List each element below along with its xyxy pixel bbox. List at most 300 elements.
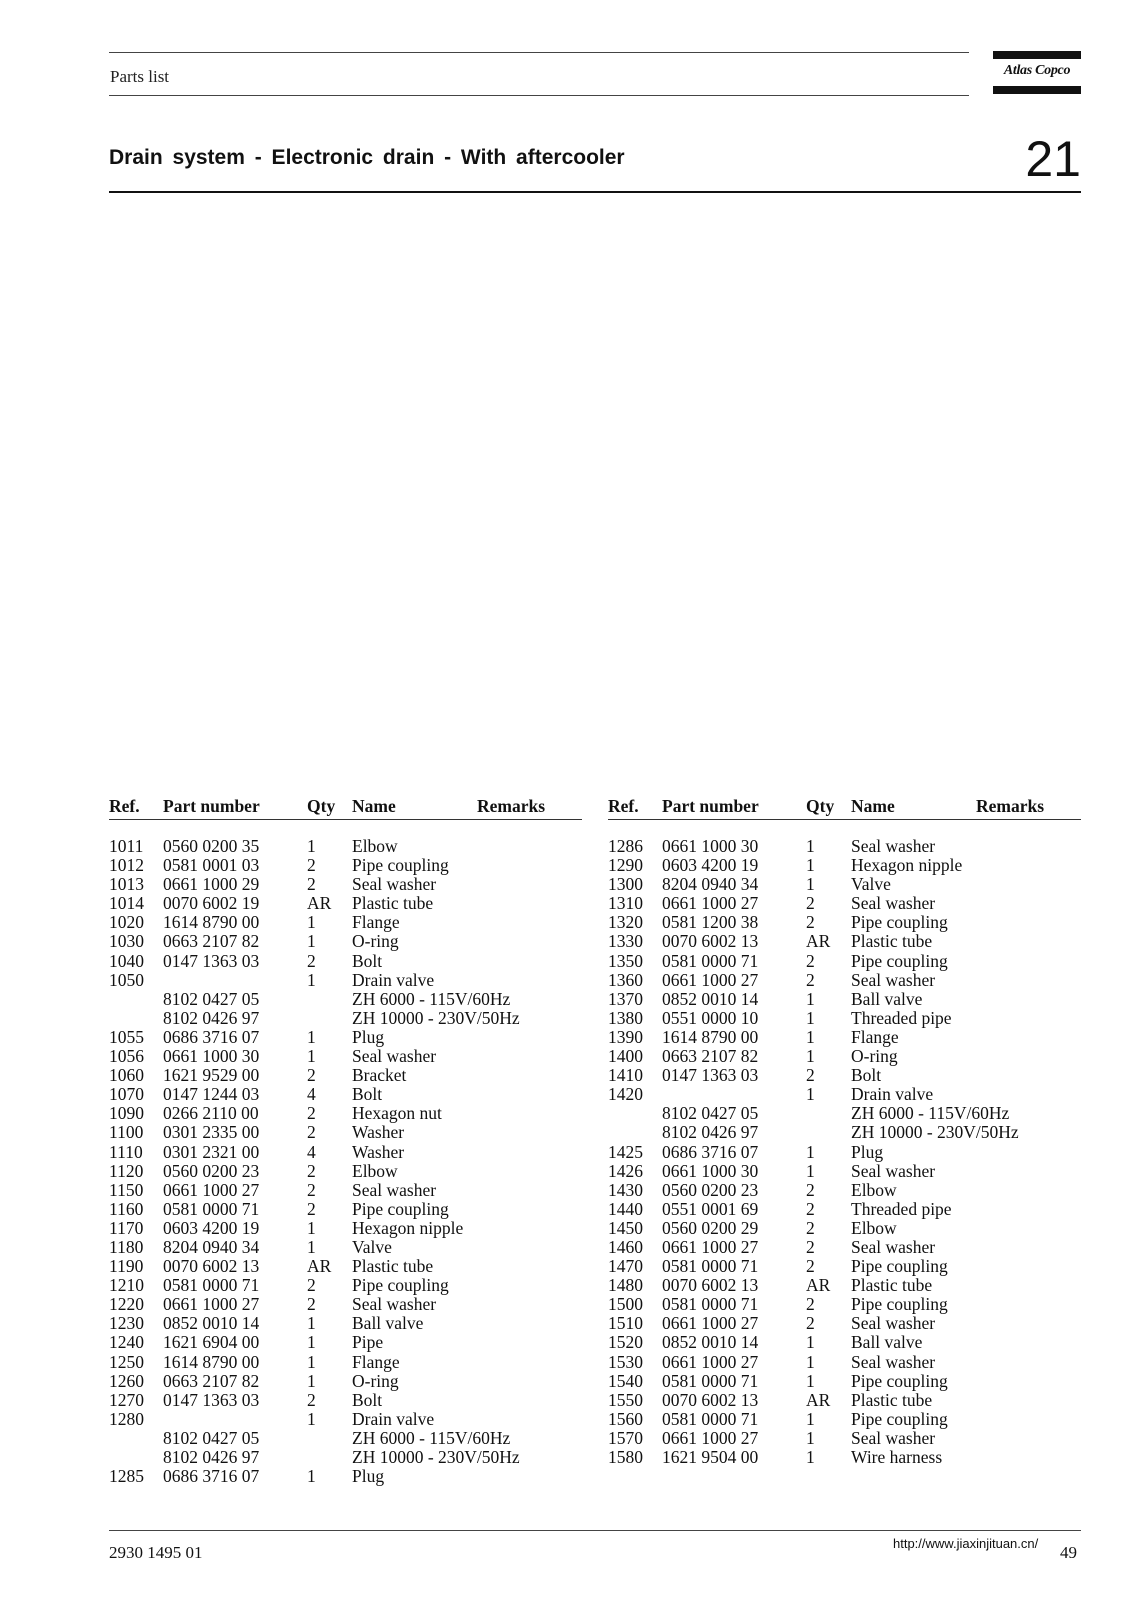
header-top-rule: [109, 52, 969, 53]
cell-name: Pipe coupling: [851, 1370, 948, 1391]
cell-qty: 2: [806, 1313, 815, 1334]
cell-name: Drain valve: [851, 1084, 934, 1105]
cell-name: Seal washer: [352, 1046, 437, 1067]
cell-part-number: 0560 0200 29: [662, 1217, 759, 1238]
cell-name: Pipe coupling: [851, 1256, 948, 1277]
cell-ref: 1012: [109, 855, 144, 876]
table-row: [109, 894, 582, 913]
cell-name: Flange: [851, 1026, 899, 1047]
cell-qty: 1: [806, 1084, 815, 1105]
cell-part-number: 8102 0427 05: [163, 988, 260, 1009]
cell-name: Plastic tube: [851, 1389, 933, 1410]
cell-qty: 1: [307, 1351, 316, 1372]
cell-qty: 2: [307, 855, 316, 876]
parts-table-left: [109, 796, 582, 1486]
page-number: 49: [1060, 1543, 1077, 1562]
cell-ref: 1150: [109, 1179, 144, 1200]
cell-part-number: 0603 4200 19: [163, 1217, 260, 1238]
cell-part-number: 0551 0000 10: [662, 1007, 759, 1028]
table-row: [109, 1143, 582, 1162]
cell-qty: 1: [806, 1427, 815, 1448]
cell-qty: 1: [806, 1408, 815, 1429]
cell-qty: 1: [806, 836, 815, 856]
cell-name: O-ring: [851, 1046, 898, 1067]
cell-part-number: 0070 6002 13: [662, 1389, 759, 1410]
cell-part-number: 0661 1000 27: [662, 1313, 759, 1334]
table-row: [109, 1257, 582, 1276]
cell-name: Plug: [352, 1026, 385, 1047]
table-row: [608, 952, 1081, 971]
cell-part-number: 0852 0010 14: [163, 1313, 260, 1334]
cell-name: Ball valve: [851, 1332, 923, 1353]
cell-ref: 1280: [109, 1408, 144, 1429]
table-row: [608, 1085, 1081, 1104]
cell-name: Seal washer: [851, 836, 936, 856]
cell-name: Plastic tube: [352, 893, 434, 914]
cell-qty: AR: [307, 893, 332, 914]
cell-qty: 2: [806, 1294, 815, 1315]
cell-part-number: 0661 1000 27: [662, 969, 759, 990]
table-row: [608, 837, 1081, 856]
cell-ref: 1420: [608, 1084, 643, 1105]
cell-name: Flange: [352, 1351, 400, 1372]
cell-ref: 1290: [608, 855, 643, 876]
cell-qty: 1: [806, 1370, 815, 1391]
cell-name: Seal washer: [851, 1427, 936, 1448]
cell-qty: 2: [806, 1179, 815, 1200]
table-header: [109, 796, 582, 820]
table-row: [109, 1314, 582, 1333]
cell-part-number: 0581 0000 71: [662, 1370, 759, 1391]
cell-ref: 1120: [109, 1160, 144, 1181]
cell-ref: 1260: [109, 1370, 144, 1391]
cell-name: Bolt: [851, 1065, 882, 1086]
table-row: [608, 856, 1081, 875]
cell-name: Bolt: [352, 950, 383, 971]
parts-table-right: [608, 796, 1081, 1467]
table-row: [109, 1429, 582, 1448]
table-row: [109, 932, 582, 951]
logo-wordmark: Atlas Copco: [1003, 63, 1071, 78]
cell-ref: 1180: [109, 1236, 144, 1257]
cell-qty: 1: [806, 874, 815, 895]
cell-ref: 1380: [608, 1007, 643, 1028]
cell-qty: 1: [806, 1046, 815, 1067]
cell-name: Pipe coupling: [851, 950, 948, 971]
cell-qty: 1: [806, 1160, 815, 1181]
cell-ref: 1210: [109, 1275, 144, 1296]
page-title: Drain system - Electronic drain - With aftercooler: [109, 146, 625, 169]
cell-ref: 1425: [608, 1141, 643, 1162]
cell-ref: 1450: [608, 1217, 643, 1238]
cell-ref: 1270: [109, 1389, 144, 1410]
cell-name: Threaded pipe: [851, 1007, 952, 1028]
cell-name: ZH 6000 - 115V/60Hz: [352, 1427, 511, 1448]
table-row: [608, 1372, 1081, 1391]
table-row: [109, 1448, 582, 1467]
cell-qty: 1: [307, 836, 316, 856]
cell-part-number: 0686 3716 07: [163, 1466, 260, 1487]
table-row: [608, 875, 1081, 894]
table-row: [608, 1047, 1081, 1066]
cell-ref: 1240: [109, 1332, 144, 1353]
cell-qty: 2: [806, 969, 815, 990]
cell-name: Plastic tube: [851, 1275, 933, 1296]
cell-name: Seal washer: [352, 1179, 437, 1200]
cell-part-number: 0686 3716 07: [662, 1141, 759, 1162]
cell-part-number: 0070 6002 19: [163, 893, 260, 914]
cell-qty: AR: [806, 1389, 831, 1410]
cell-part-number: 0581 0000 71: [163, 1275, 260, 1296]
cell-name: O-ring: [352, 1370, 399, 1391]
cell-name: Pipe coupling: [352, 1275, 449, 1296]
cell-part-number: 0852 0010 14: [662, 988, 759, 1009]
cell-ref: 1560: [608, 1408, 643, 1429]
cell-name: Seal washer: [851, 1351, 936, 1372]
cell-ref: 1520: [608, 1332, 643, 1353]
cell-part-number: 0661 1000 27: [662, 1351, 759, 1372]
cell-name: Washer: [352, 1141, 405, 1162]
cell-part-number: 8204 0940 34: [163, 1236, 260, 1257]
cell-part-number: 8102 0426 97: [163, 1447, 260, 1467]
table-row: [109, 1200, 582, 1219]
table-row: [608, 1181, 1081, 1200]
cell-ref: 1470: [608, 1256, 643, 1277]
cell-part-number: 0147 1363 03: [163, 1389, 260, 1410]
cell-part-number: 1614 8790 00: [163, 912, 260, 933]
cell-qty: AR: [806, 1275, 831, 1296]
cell-ref: 1090: [109, 1103, 144, 1124]
cell-ref: 1170: [109, 1217, 144, 1238]
cell-ref: 1310: [608, 893, 643, 914]
cell-name: O-ring: [352, 931, 399, 952]
cell-part-number: 0661 1000 27: [662, 1236, 759, 1257]
header-name: Name: [352, 796, 396, 816]
cell-qty: 2: [307, 1160, 316, 1181]
cell-part-number: 0661 1000 29: [163, 874, 260, 895]
header-part-number: Part number: [163, 796, 260, 816]
table-row: [109, 837, 582, 856]
cell-ref: 1410: [608, 1065, 643, 1086]
cell-ref: 1250: [109, 1351, 144, 1372]
cell-ref: 1230: [109, 1313, 144, 1334]
cell-name: Bolt: [352, 1389, 383, 1410]
table-row: [608, 1314, 1081, 1333]
table-row: [109, 856, 582, 875]
cell-ref: 1286: [608, 836, 643, 856]
cell-qty: 2: [307, 874, 316, 895]
cell-ref: 1100: [109, 1122, 144, 1143]
cell-ref: 1510: [608, 1313, 643, 1334]
cell-name: Flange: [352, 912, 400, 933]
cell-part-number: 0661 1000 27: [163, 1179, 260, 1200]
cell-part-number: 1621 9529 00: [163, 1065, 260, 1086]
header-qty: Qty: [806, 796, 835, 816]
cell-qty: 1: [307, 931, 316, 952]
cell-name: Pipe: [352, 1332, 384, 1353]
cell-name: Pipe coupling: [851, 912, 948, 933]
cell-part-number: 0661 1000 27: [662, 1427, 759, 1448]
cell-ref: 1020: [109, 912, 144, 933]
footer-rule: [109, 1530, 1081, 1531]
cell-qty: 1: [806, 988, 815, 1009]
cell-qty: 1: [307, 1313, 316, 1334]
header-ref: Ref.: [109, 796, 140, 816]
table-row: [109, 952, 582, 971]
cell-qty: 1: [806, 1447, 815, 1467]
table-row: [608, 913, 1081, 932]
cell-qty: 2: [307, 1198, 316, 1219]
cell-ref: 1160: [109, 1198, 144, 1219]
table-row: [608, 1200, 1081, 1219]
table-row: [608, 1009, 1081, 1028]
cell-name: ZH 10000 - 230V/50Hz: [851, 1122, 1019, 1143]
cell-ref: 1300: [608, 874, 643, 895]
cell-part-number: 0661 1000 30: [662, 1160, 759, 1181]
table-row: [608, 1391, 1081, 1410]
cell-ref: 1440: [608, 1198, 643, 1219]
cell-name: Plug: [352, 1466, 385, 1487]
cell-part-number: 8102 0426 97: [163, 1007, 260, 1028]
cell-name: Seal washer: [352, 874, 437, 895]
cell-name: Seal washer: [851, 893, 936, 914]
cell-part-number: 0070 6002 13: [662, 931, 759, 952]
header-part-number: Part number: [662, 796, 759, 816]
cell-part-number: 1621 9504 00: [662, 1447, 759, 1467]
cell-name: Seal washer: [352, 1294, 437, 1315]
cell-part-number: 0581 0000 71: [662, 1294, 759, 1315]
table-row: [608, 1143, 1081, 1162]
cell-ref: 1070: [109, 1084, 144, 1105]
cell-name: Seal washer: [851, 1313, 936, 1334]
cell-ref: 1430: [608, 1179, 643, 1200]
cell-name: Elbow: [851, 1179, 897, 1200]
cell-qty: 1: [307, 1332, 316, 1353]
cell-name: Seal washer: [851, 969, 936, 990]
cell-name: Valve: [851, 874, 891, 895]
cell-part-number: 0301 2321 00: [163, 1141, 260, 1162]
cell-name: ZH 6000 - 115V/60Hz: [851, 1103, 1010, 1124]
cell-ref: 1040: [109, 950, 144, 971]
cell-qty: 2: [806, 1236, 815, 1257]
cell-ref: 1500: [608, 1294, 643, 1315]
table-row: [109, 1009, 582, 1028]
brand-logo: [993, 51, 1081, 94]
table-row: [109, 971, 582, 990]
cell-name: Plastic tube: [851, 931, 933, 952]
cell-ref: 1110: [109, 1141, 143, 1162]
cell-qty: 4: [307, 1141, 316, 1162]
cell-qty: 2: [307, 1065, 316, 1086]
cell-part-number: 0266 2110 00: [163, 1103, 259, 1124]
cell-part-number: 0560 0200 23: [163, 1160, 260, 1181]
cell-ref: 1011: [109, 836, 144, 856]
table-row: [109, 1467, 582, 1486]
cell-ref: 1190: [109, 1256, 144, 1277]
cell-qty: 1: [307, 1466, 316, 1487]
table-row: [109, 1391, 582, 1410]
cell-part-number: 0663 2107 82: [662, 1046, 759, 1067]
cell-name: Bracket: [352, 1065, 407, 1086]
header-name: Name: [851, 796, 895, 816]
cell-part-number: 0852 0010 14: [662, 1332, 759, 1353]
cell-qty: 4: [307, 1084, 316, 1105]
footer-url: http://www.jiaxinjituan.cn/: [893, 1536, 1039, 1551]
cell-part-number: 0551 0001 69: [662, 1198, 759, 1219]
cell-ref: 1056: [109, 1046, 144, 1067]
cell-part-number: 0147 1363 03: [163, 950, 260, 971]
cell-ref: 1390: [608, 1026, 643, 1047]
logo-bar-bottom: [993, 86, 1081, 94]
header-remarks: Remarks: [477, 796, 546, 816]
cell-ref: 1400: [608, 1046, 643, 1067]
cell-ref: 1050: [109, 969, 144, 990]
cell-qty: 1: [806, 1026, 815, 1047]
cell-name: Wire harness: [851, 1447, 943, 1467]
cell-name: ZH 6000 - 115V/60Hz: [352, 988, 511, 1009]
cell-ref: 1014: [109, 893, 144, 914]
cell-ref: 1540: [608, 1370, 643, 1391]
cell-part-number: 0581 0000 71: [662, 1408, 759, 1429]
cell-ref: 1580: [608, 1447, 643, 1467]
table-row: [608, 1448, 1081, 1467]
cell-part-number: 1614 8790 00: [662, 1026, 759, 1047]
cell-ref: 1060: [109, 1065, 144, 1086]
cell-qty: 2: [307, 1122, 316, 1143]
cell-part-number: 0661 1000 30: [163, 1046, 260, 1067]
table-row: [608, 1410, 1081, 1429]
table-row: [109, 1162, 582, 1181]
table-row: [608, 990, 1081, 1009]
cell-part-number: 0301 2335 00: [163, 1122, 260, 1143]
table-row: [109, 1104, 582, 1123]
cell-qty: 2: [806, 1256, 815, 1277]
table-body: [109, 837, 582, 1486]
cell-qty: 1: [307, 969, 316, 990]
table-row: [608, 1295, 1081, 1314]
header-bottom-rule: [109, 95, 969, 96]
cell-name: Hexagon nut: [352, 1103, 442, 1124]
table-row: [608, 1238, 1081, 1257]
cell-qty: 2: [307, 1179, 316, 1200]
cell-qty: 1: [307, 1236, 316, 1257]
cell-ref: 1350: [608, 950, 643, 971]
table-row: [608, 894, 1081, 913]
title-rule: [109, 191, 1081, 193]
cell-qty: 1: [307, 1408, 316, 1429]
cell-name: Seal washer: [851, 1160, 936, 1181]
cell-ref: 1055: [109, 1026, 144, 1047]
cell-qty: 2: [307, 1103, 316, 1124]
cell-name: Seal washer: [851, 1236, 936, 1257]
cell-ref: 1480: [608, 1275, 643, 1296]
cell-name: Threaded pipe: [851, 1198, 952, 1219]
table-row: [608, 1104, 1081, 1123]
table-row: [608, 971, 1081, 990]
cell-part-number: 0147 1363 03: [662, 1065, 759, 1086]
cell-part-number: 0070 6002 13: [662, 1275, 759, 1296]
cell-name: Bolt: [352, 1084, 383, 1105]
cell-part-number: 0581 0000 71: [662, 950, 759, 971]
header-qty: Qty: [307, 796, 336, 816]
cell-ref: 1030: [109, 931, 144, 952]
cell-ref: 1550: [608, 1389, 643, 1410]
table-row: [109, 990, 582, 1009]
cell-name: Pipe coupling: [851, 1294, 948, 1315]
table-row: [608, 1276, 1081, 1295]
cell-ref: 1570: [608, 1427, 643, 1448]
cell-ref: 1220: [109, 1294, 144, 1315]
cell-qty: 1: [307, 1026, 316, 1047]
cell-qty: 2: [806, 1065, 815, 1086]
cell-name: ZH 10000 - 230V/50Hz: [352, 1447, 520, 1467]
cell-name: Ball valve: [352, 1313, 424, 1334]
cell-part-number: 0661 1000 30: [662, 836, 759, 856]
table-row: [109, 1047, 582, 1066]
cell-name: Washer: [352, 1122, 405, 1143]
table-row: [109, 1333, 582, 1352]
cell-name: Elbow: [352, 1160, 398, 1181]
table-row: [109, 1276, 582, 1295]
cell-ref: 1285: [109, 1466, 144, 1487]
cell-part-number: 0663 2107 82: [163, 1370, 260, 1391]
cell-part-number: 0070 6002 13: [163, 1256, 260, 1277]
cell-qty: 2: [806, 893, 815, 914]
cell-part-number: 0581 0000 71: [662, 1256, 759, 1277]
header-remarks: Remarks: [976, 796, 1045, 816]
cell-qty: 2: [806, 950, 815, 971]
cell-ref: 1320: [608, 912, 643, 933]
cell-part-number: 8102 0427 05: [163, 1427, 260, 1448]
cell-part-number: 1614 8790 00: [163, 1351, 260, 1372]
cell-part-number: 0661 1000 27: [163, 1294, 260, 1315]
cell-ref: 1330: [608, 931, 643, 952]
cell-name: Elbow: [352, 836, 398, 856]
table-row: [109, 1219, 582, 1238]
cell-ref: 1530: [608, 1351, 643, 1372]
table-row: [608, 1123, 1081, 1142]
cell-part-number: 8204 0940 34: [662, 874, 759, 895]
cell-qty: AR: [806, 931, 831, 952]
cell-part-number: 0560 0200 23: [662, 1179, 759, 1200]
table-body: [608, 837, 1081, 1467]
cell-part-number: 0581 1200 38: [662, 912, 759, 933]
cell-name: Hexagon nipple: [851, 855, 963, 876]
cell-part-number: 0560 0200 35: [163, 836, 260, 856]
cell-part-number: 0147 1244 03: [163, 1084, 260, 1105]
cell-name: Drain valve: [352, 1408, 435, 1429]
logo-bar-top: [993, 51, 1081, 59]
cell-ref: 1370: [608, 988, 643, 1009]
table-row: [109, 1085, 582, 1104]
cell-qty: 1: [806, 1351, 815, 1372]
cell-name: Elbow: [851, 1217, 897, 1238]
document-number: 2930 1495 01: [109, 1543, 203, 1562]
cell-ref: 1360: [608, 969, 643, 990]
table-row: [109, 875, 582, 894]
cell-part-number: 8102 0427 05: [662, 1103, 759, 1124]
cell-part-number: 0686 3716 07: [163, 1026, 260, 1047]
table-row: [109, 913, 582, 932]
table-row: [109, 1123, 582, 1142]
cell-qty: 1: [307, 1046, 316, 1067]
cell-ref: 1460: [608, 1236, 643, 1257]
cell-part-number: 0663 2107 82: [163, 931, 260, 952]
cell-qty: 1: [806, 1141, 815, 1162]
cell-name: Pipe coupling: [851, 1408, 948, 1429]
cell-name: Pipe coupling: [352, 1198, 449, 1219]
cell-part-number: 0603 4200 19: [662, 855, 759, 876]
